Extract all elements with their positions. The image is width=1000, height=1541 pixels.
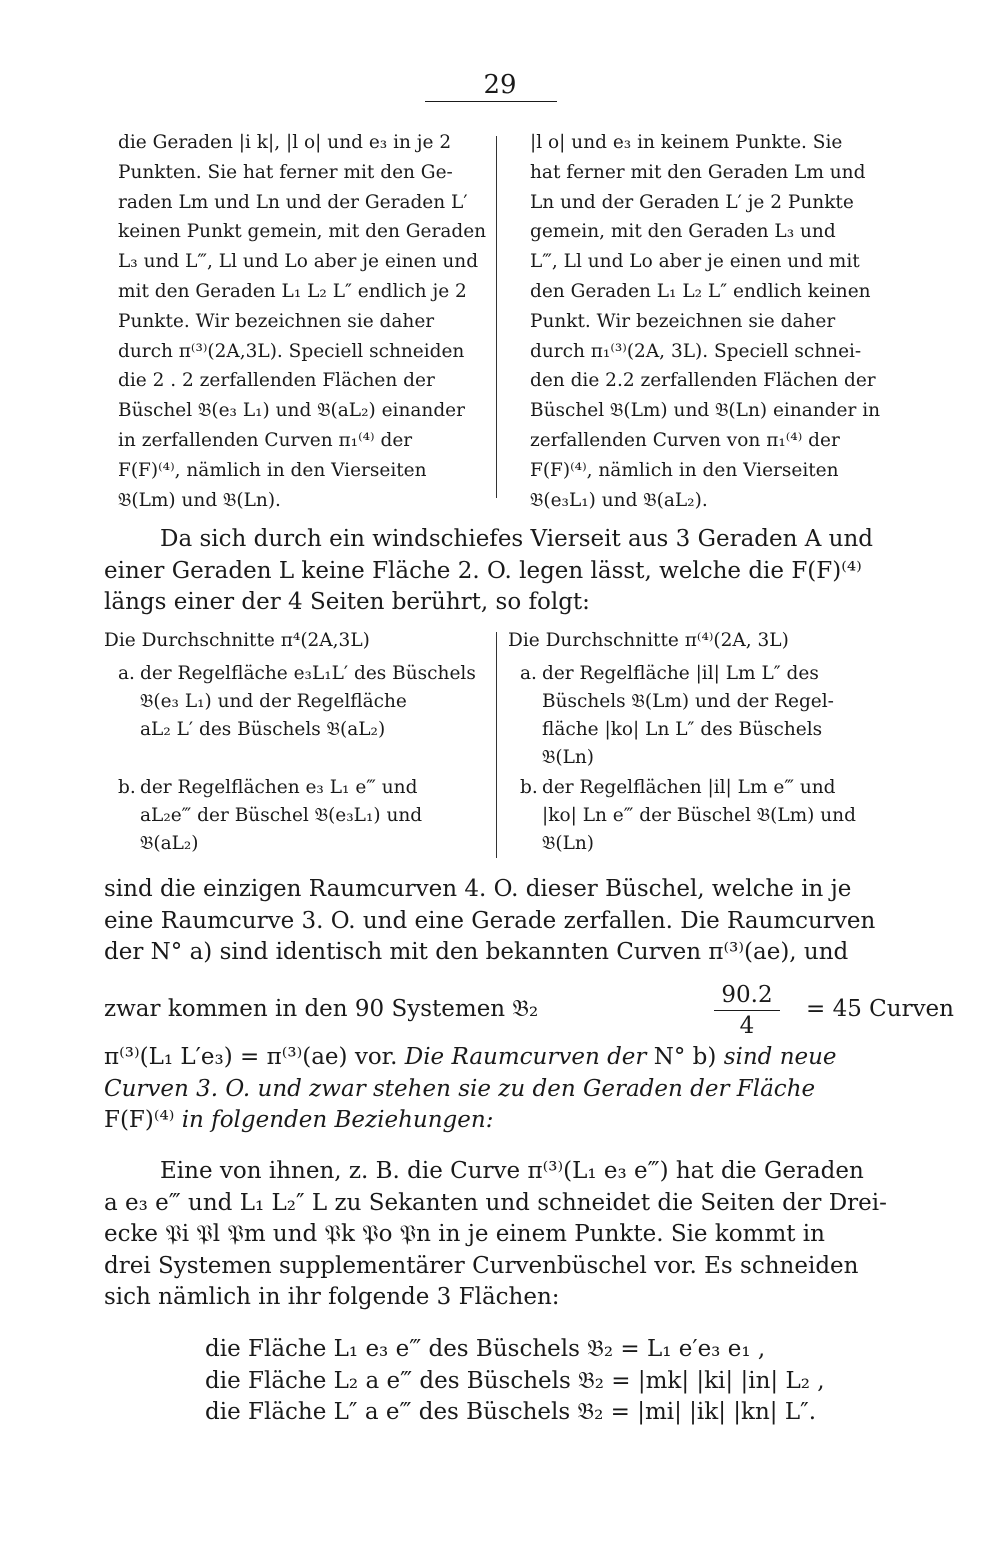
- fraction-numerator: 90.2: [721, 982, 773, 1008]
- case-left-a: [118, 660, 476, 744]
- paragraph-3: [104, 1042, 884, 1137]
- left-line: L₃ und L‴, Ll und Lo aber je einen und: [118, 251, 479, 273]
- left-line: F(F)⁽⁴⁾, nämlich in den Vierseiten: [118, 459, 427, 481]
- italic-run: Die Raumcurven der: [404, 1044, 647, 1070]
- case-line: der Regelflächen e₃ L₁ e‴ und: [140, 777, 418, 798]
- fraction-line-after: = 45 Curven: [806, 996, 954, 1022]
- page-number: 29: [483, 70, 517, 100]
- paragraph-1: [104, 524, 884, 619]
- text-line: Eine von ihnen, z. B. die Curve π⁽³⁾(L₁ e₃ e‴) hat die Geraden: [160, 1158, 864, 1184]
- right-line: |l o| und e₃ in keinem Punkte. Sie: [530, 132, 843, 153]
- right-line: den Geraden L₁ L₂ L″ endlich keinen: [530, 280, 871, 302]
- right-line: zerfallenden Curven von π₁⁽⁴⁾ der: [530, 429, 840, 451]
- equation-line: die Fläche L₂ a e‴ des Büschels 𝔅₂ = |mk| |ki| |in| L₂ ,: [205, 1367, 825, 1394]
- right-line: 𝔅(e₃L₁) und 𝔅(aL₂).: [530, 489, 708, 511]
- left-line: 𝔅(Lm) und 𝔅(Ln).: [118, 489, 281, 511]
- right-column: [530, 128, 890, 515]
- left-line: mit den Geraden L₁ L₂ L″ endlich je 2: [118, 280, 467, 302]
- case-line: 𝔅(Ln): [542, 747, 594, 768]
- right-line: gemein, mit den Geraden L₃ und: [530, 221, 836, 243]
- left-line: in zerfallenden Curven π₁⁽⁴⁾ der: [118, 429, 413, 451]
- case-line: |ko| Ln e‴ der Büschel 𝔅(Lm) und: [542, 805, 856, 826]
- text-line: sich nämlich in ihr folgende 3 Flächen:: [104, 1284, 560, 1310]
- right-line: Punkt. Wir bezeichnen sie daher: [530, 310, 836, 332]
- case-line: Büschels 𝔅(Lm) und der Regel-: [542, 691, 834, 712]
- case-label: b.: [520, 777, 538, 798]
- left-line: Büschel 𝔅(e₃ L₁) und 𝔅(aL₂) einander: [118, 400, 465, 422]
- text-line: a e₃ e‴ und L₁ L₂″ L zu Sekanten und schneidet die Seiten der Drei-: [104, 1189, 887, 1216]
- right-line: F(F)⁽⁴⁾, nämlich in den Vierseiten: [530, 459, 839, 481]
- fraction-line-before: zwar kommen in den 90 Systemen 𝔅₂: [104, 996, 539, 1022]
- text-run: N° b): [653, 1044, 717, 1070]
- case-line: 𝔅(aL₂): [140, 833, 199, 854]
- case-line: der Regelfläche |il| Lm L″ des: [542, 663, 819, 684]
- left-line: die Geraden |i k|, |l o| und e₃ in je 2: [118, 132, 452, 153]
- page-number-rule: [425, 101, 557, 102]
- text-run: π⁽³⁾(L₁ L′e₃) = π⁽³⁾(ae) vor.: [104, 1044, 398, 1070]
- text-line: drei Systemen supplementärer Curvenbüschel vor. Es schneiden: [104, 1252, 859, 1279]
- italic-run: sind neue: [723, 1044, 837, 1070]
- fraction: [710, 982, 784, 1039]
- left-line: raden Lm und Ln und der Geraden L′: [118, 191, 468, 213]
- text-line: der N° a) sind identisch mit den bekannten Curven π⁽³⁾(ae), und: [104, 939, 849, 965]
- case-line: aL₂ L′ des Büschels 𝔅(aL₂): [140, 719, 386, 740]
- cases-divider: [496, 632, 497, 858]
- cases-left-heading: Die Durchschnitte π⁴(2A,3L): [104, 630, 370, 651]
- paragraph-2: [104, 874, 884, 969]
- case-line: 𝔅(e₃ L₁) und der Regelfläche: [140, 691, 407, 712]
- left-line: keinen Punkt gemein, mit den Geraden: [118, 221, 487, 243]
- column-divider: [496, 136, 497, 498]
- right-line: Ln und der Geraden L′ je 2 Punkte: [530, 191, 854, 213]
- equation-list: [205, 1334, 825, 1429]
- left-line: Punkten. Sie hat ferner mit den Ge-: [118, 161, 453, 183]
- case-label: a.: [520, 663, 537, 684]
- right-line: den die 2.2 zerfallenden Flächen der: [530, 370, 876, 392]
- text-line: ecke 𝔓i 𝔓l 𝔓m und 𝔓k 𝔓o 𝔓n in je einem Punkte. Sie kommt in: [104, 1221, 825, 1247]
- italic-line: Curven 3. O. und zwar stehen sie zu den Geraden der Fläche: [104, 1075, 816, 1102]
- case-label: b.: [118, 777, 136, 798]
- case-right-a: [520, 660, 834, 772]
- case-line: 𝔅(Ln): [542, 833, 594, 854]
- text-run: F(F)⁽⁴⁾: [104, 1107, 175, 1133]
- right-line: durch π₁⁽³⁾(2A, 3L). Speciell schnei-: [530, 340, 862, 362]
- left-line: die 2 . 2 zerfallenden Flächen der: [118, 370, 435, 392]
- case-line: der Regelflächen |il| Lm e‴ und: [542, 777, 836, 798]
- case-left-b: [118, 774, 422, 858]
- text-line: sind die einzigen Raumcurven 4. O. dieser Büschel, welche in je: [104, 876, 852, 902]
- right-line: L‴, Ll und Lo aber je einen und mit: [530, 251, 860, 273]
- case-line: aL₂e‴ der Büschel 𝔅(e₃L₁) und: [140, 805, 423, 826]
- text-line: eine Raumcurve 3. O. und eine Gerade zerfallen. Die Raumcurven: [104, 907, 876, 934]
- italic-run: in folgenden Beziehungen:: [181, 1107, 494, 1133]
- case-line: fläche |ko| Ln L″ des Büschels: [542, 719, 823, 740]
- equation-line: die Fläche L₁ e₃ e‴ des Büschels 𝔅₂ = L₁ e′e₃ e₁ ,: [205, 1336, 766, 1362]
- fraction-bar: [714, 1010, 780, 1011]
- fraction-denominator: 4: [739, 1013, 755, 1039]
- left-line: durch π⁽³⁾(2A,3L). Speciell schneiden: [118, 340, 465, 362]
- equation-line: die Fläche L″ a e‴ des Büschels 𝔅₂ = |mi| |ik| |kn| L″.: [205, 1399, 817, 1425]
- text-line: Da sich durch ein windschiefes Vierseit aus 3 Geraden A und: [160, 526, 874, 552]
- left-line: Punkte. Wir bezeichnen sie daher: [118, 310, 435, 332]
- case-label: a.: [118, 663, 135, 684]
- left-column: [118, 128, 488, 515]
- cases-right-heading: Die Durchschnitte π⁽⁴⁾(2A, 3L): [508, 630, 789, 651]
- paragraph-4: [104, 1156, 887, 1314]
- case-right-b: [520, 774, 856, 858]
- right-line: Büschel 𝔅(Lm) und 𝔅(Ln) einander in: [530, 400, 881, 422]
- text-line: längs einer der 4 Seiten berührt, so folgt:: [104, 589, 590, 615]
- fraction-line: [104, 982, 954, 1042]
- right-line: hat ferner mit den Geraden Lm und: [530, 161, 866, 183]
- text-line: einer Geraden L keine Fläche 2. O. legen lässt, welche die F(F)⁽⁴⁾: [104, 557, 862, 584]
- case-line: der Regelfläche e₃L₁L′ des Büschels: [140, 663, 476, 684]
